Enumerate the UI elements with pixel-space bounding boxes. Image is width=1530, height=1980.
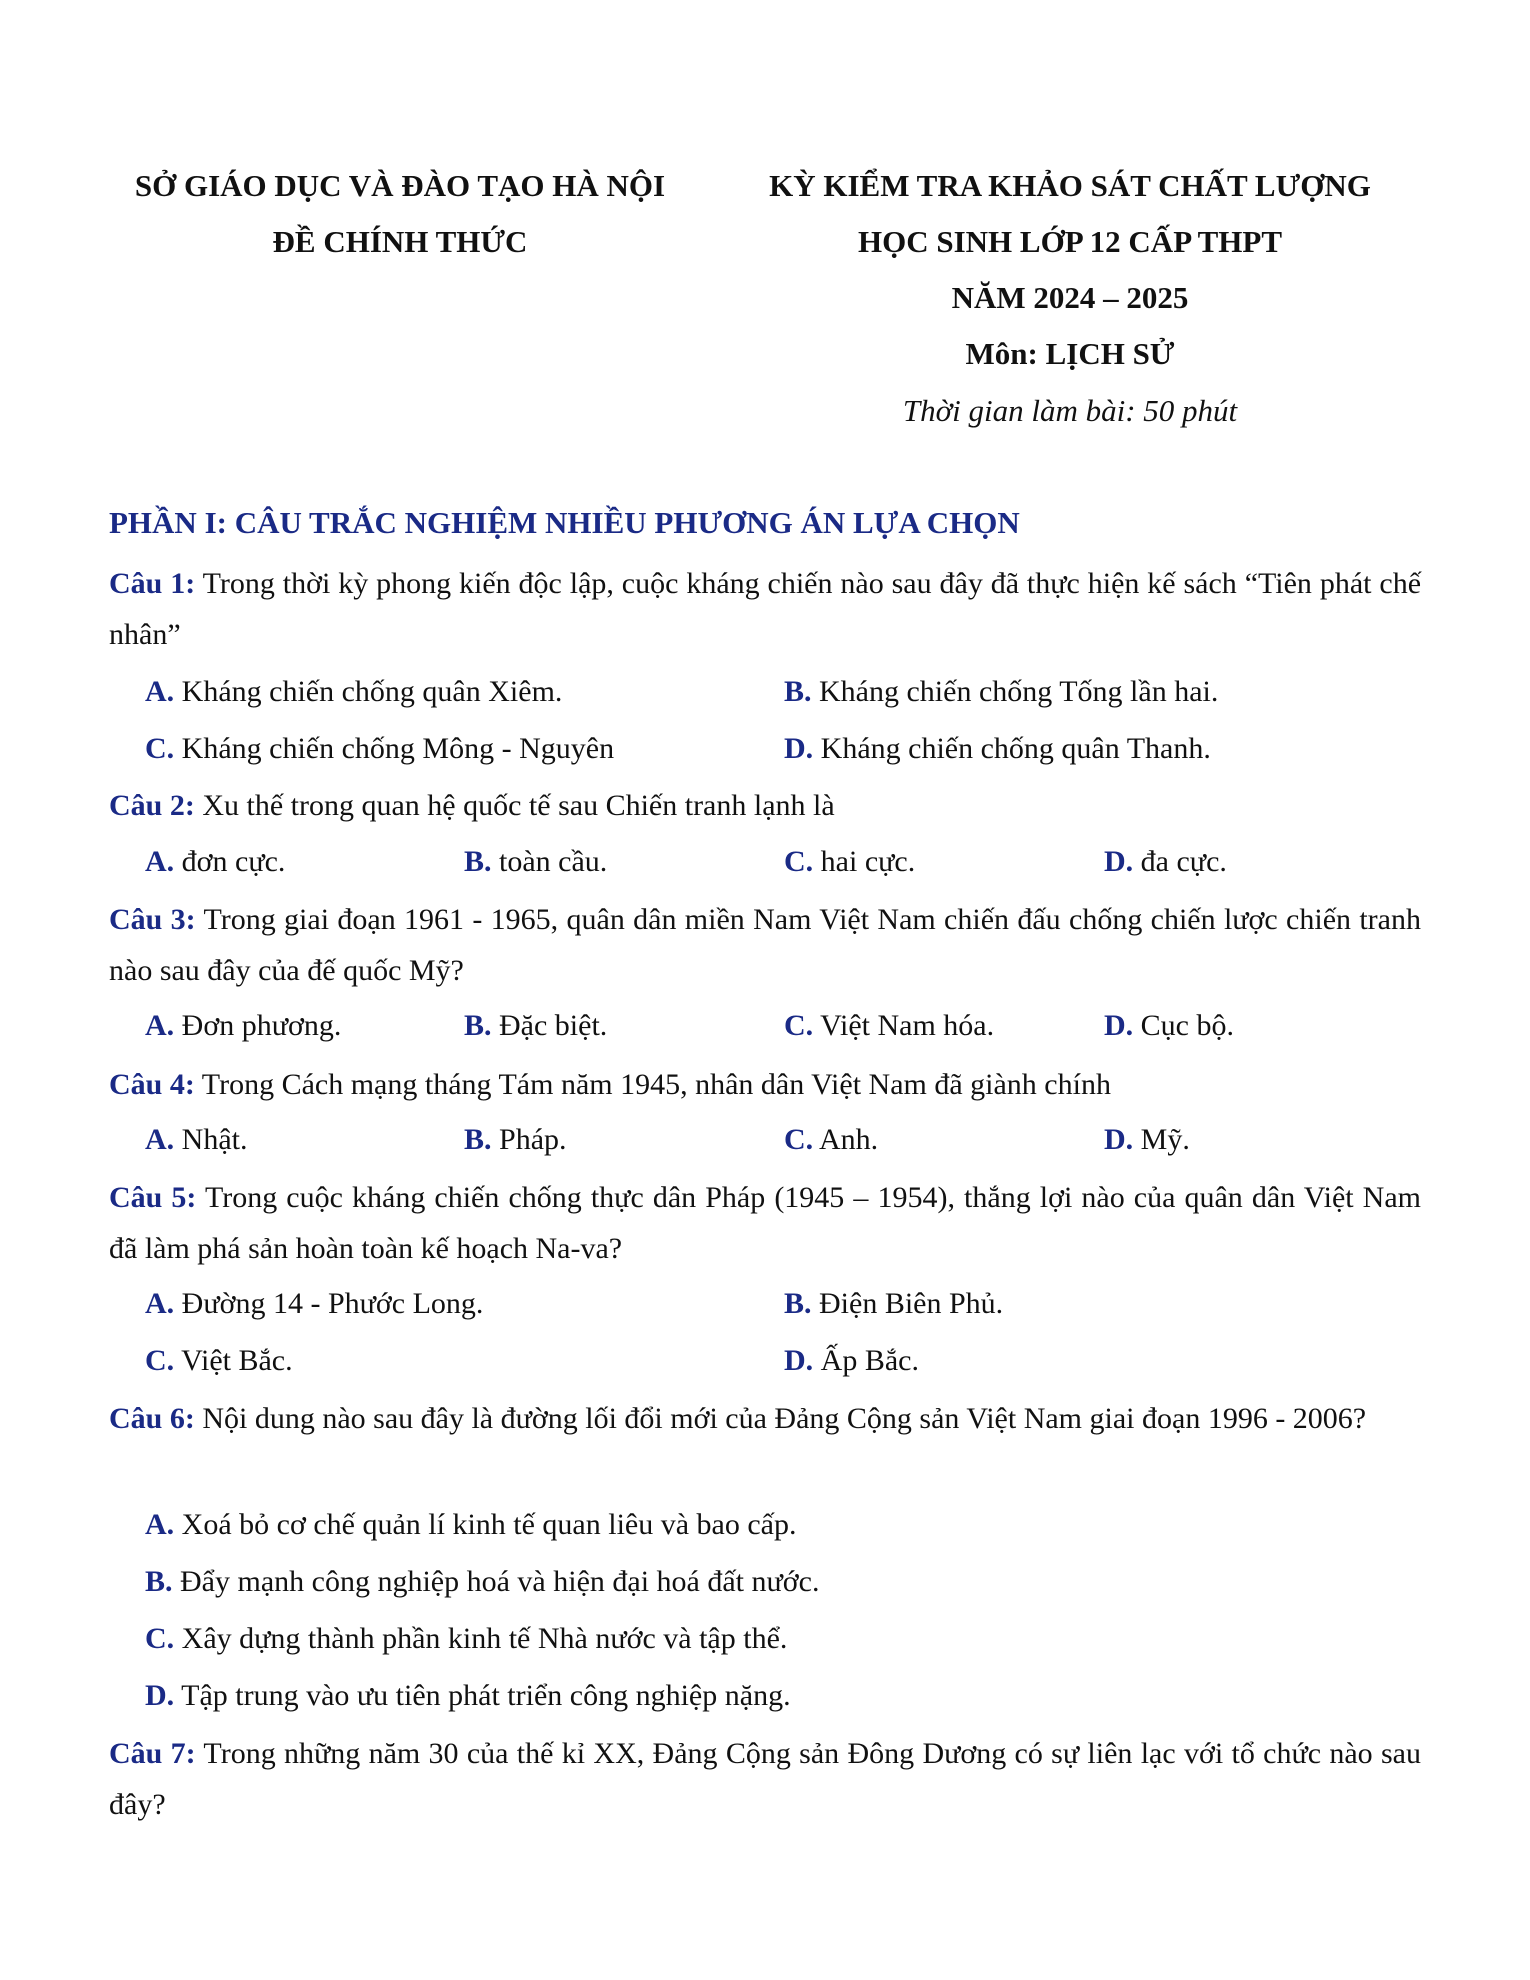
subject: Môn: LỊCH SỬ — [965, 336, 1175, 371]
option-5d: D. Ấp Bắc. — [784, 1344, 919, 1377]
question-text: Nội dung nào sau đây là đường lối đổi mới của Đảng Cộng sản Việt Nam giai đoạn 1996 - 2006? — [194, 1402, 1367, 1435]
option-4a: A. Nhật. — [145, 1123, 248, 1156]
question-label: Câu 5: — [109, 1181, 197, 1214]
option-1c: C. Kháng chiến chống Mông - Nguyên — [145, 732, 615, 765]
question-label: Câu 7: — [109, 1737, 196, 1770]
question-text: Trong giai đoạn 1961 - 1965, quân dân miền Nam Việt Nam chiến đấu chống chiến lược chiến tranh nào sau đây của đế quốc Mỹ? — [109, 903, 1421, 987]
question-label: Câu 6: — [109, 1402, 195, 1435]
question-label: Câu 2: — [109, 789, 195, 822]
header-right — [720, 0, 1420, 440]
option-6a: A. Xoá bỏ cơ chế quản lí kinh tế quan liêu và bao cấp. — [145, 1508, 797, 1541]
option-6b: B. Đẩy mạnh công nghiệp hoá và hiện đại hoá đất nước. — [145, 1565, 820, 1598]
question-text: Trong Cách mạng tháng Tám năm 1945, nhân dân Việt Nam đã giành chính — [194, 1068, 1111, 1101]
option-2c: C. hai cực. — [784, 845, 916, 878]
exam-title-line1: KỲ KIỂM TRA KHẢO SÁT CHẤT LƯỢNG — [769, 168, 1371, 203]
option-6d: D. Tập trung vào ưu tiên phát triển công nghiệp nặng. — [145, 1679, 791, 1712]
header-left — [80, 0, 720, 260]
option-1d: D. Kháng chiến chống quân Thanh. — [784, 732, 1211, 765]
question-label: Câu 3: — [109, 903, 196, 936]
option-1b: B. Kháng chiến chống Tống lần hai. — [784, 675, 1219, 708]
question-1 — [109, 558, 1421, 660]
option-2b: B. toàn cầu. — [464, 845, 608, 878]
department-name: SỞ GIÁO DỤC VÀ ĐÀO TẠO HÀ NỘI — [134, 168, 666, 203]
option-3c: C. Việt Nam hóa. — [784, 1009, 995, 1042]
question-4 — [109, 1059, 1421, 1110]
time-limit: Thời gian làm bài: 50 phút — [902, 393, 1238, 428]
option-6c: C. Xây dựng thành phần kinh tế Nhà nước và tập thể. — [145, 1622, 788, 1655]
section-title: PHẦN I: CÂU TRẮC NGHIỆM NHIỀU PHƯƠNG ÁN LỰA CHỌN — [109, 505, 1020, 540]
option-5c: C. Việt Bắc. — [145, 1344, 293, 1377]
option-2a: A. đơn cực. — [145, 845, 286, 878]
school-year: NĂM 2024 – 2025 — [951, 280, 1189, 315]
question-6 — [109, 1393, 1421, 1444]
question-label: Câu 1: — [109, 567, 196, 600]
option-1a: A. Kháng chiến chống quân Xiêm. — [145, 675, 563, 708]
option-4b: B. Pháp. — [464, 1123, 567, 1156]
option-4d: D. Mỹ. — [1104, 1123, 1190, 1156]
question-5 — [109, 1172, 1421, 1274]
question-text: Xu thế trong quan hệ quốc tế sau Chiến tranh lạnh là — [194, 789, 835, 822]
option-5b: B. Điện Biên Phủ. — [784, 1287, 1004, 1320]
question-text: Trong thời kỳ phong kiến độc lập, cuộc kháng chiến nào sau đây đã thực hiện kế sách “Tiên phát chế nhân” — [109, 567, 1422, 651]
option-3a: A. Đơn phương. — [145, 1009, 342, 1042]
exam-title-line2: HỌC SINH LỚP 12 CẤP THPT — [857, 224, 1283, 259]
question-2 — [109, 780, 1421, 831]
option-3d: D. Cục bộ. — [1104, 1009, 1234, 1042]
question-7 — [109, 1728, 1421, 1830]
official-label: ĐỀ CHÍNH THỨC — [272, 224, 528, 259]
option-4c: C. Anh. — [784, 1123, 879, 1156]
question-text: Trong cuộc kháng chiến chống thực dân Pháp (1945 – 1954), thắng lợi nào của quân dân Việt Nam đã làm phá sản hoàn toàn kế hoạch Na-va? — [109, 1181, 1421, 1265]
option-2d: D. đa cực. — [1104, 845, 1227, 878]
question-label: Câu 4: — [109, 1068, 195, 1101]
option-3b: B. Đặc biệt. — [464, 1009, 608, 1042]
question-3 — [109, 894, 1421, 996]
option-5a: A. Đường 14 - Phước Long. — [145, 1287, 484, 1320]
question-text: Trong những năm 30 của thế kỉ XX, Đảng Cộng sản Đông Dương có sự liên lạc với tổ chức nào sau đây? — [109, 1737, 1421, 1821]
